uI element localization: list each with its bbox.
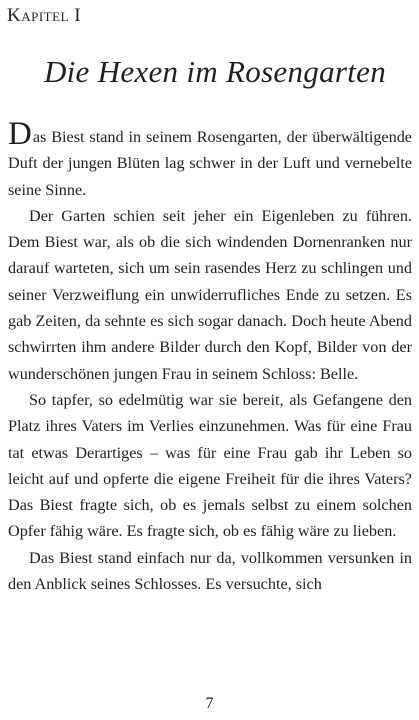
paragraph-1 [8,116,412,203]
paragraph-4: Das Biest stand einfach nur da, vollkommen versunken in den Anblick seines Schlosses. Es versuchte, sich [8,548,412,594]
paragraph-2: Der Garten schien seit jeher ein Eigenleben zu führen. Dem Biest war, als ob die sich windenden Dornenranken nur darauf warteten, sich um sein rasendes Herz zu schlingen und seiner Verzweiflung ein unwiderrufliches Ende zu setzen. Es gab Zeiten, da sehnte es sich sogar danach. Doch heute Abend schwirrten ihm andere Bilder durch den Kopf, Bilder von der wunderschönen jungen Frau in seinem Schloss: Belle. [8,206,412,383]
paragraph-3: So tapfer, so edelmütig war sie bereit, als Gefangene den Platz ihres Vaters im Verlies einzunehmen. Was für eine Frau tat etwas Derartiges – was für eine Frau gab ihr Leben so leicht auf und opferte die eigene Freiheit für die ihres Vaters? Das Biest fragte sich, ob es jemals selbst zu einem solchen Opfer fähig wäre. Es fragte sich, ob es fähig wäre zu lieben. [8,390,412,541]
drop-cap: D [8,116,32,152]
chapter-label: Kapitel I [7,5,82,26]
paragraph-1-text: as Biest stand in seinem Rosengarten, der überwältigende Duft der jungen Blüten lag schwer in der Luft und vernebelte seine Sinne. [8,128,412,199]
body-text [8,116,412,597]
chapter-title: Die Hexen im Rosengarten [43,54,387,89]
page-number: 7 [205,695,214,712]
